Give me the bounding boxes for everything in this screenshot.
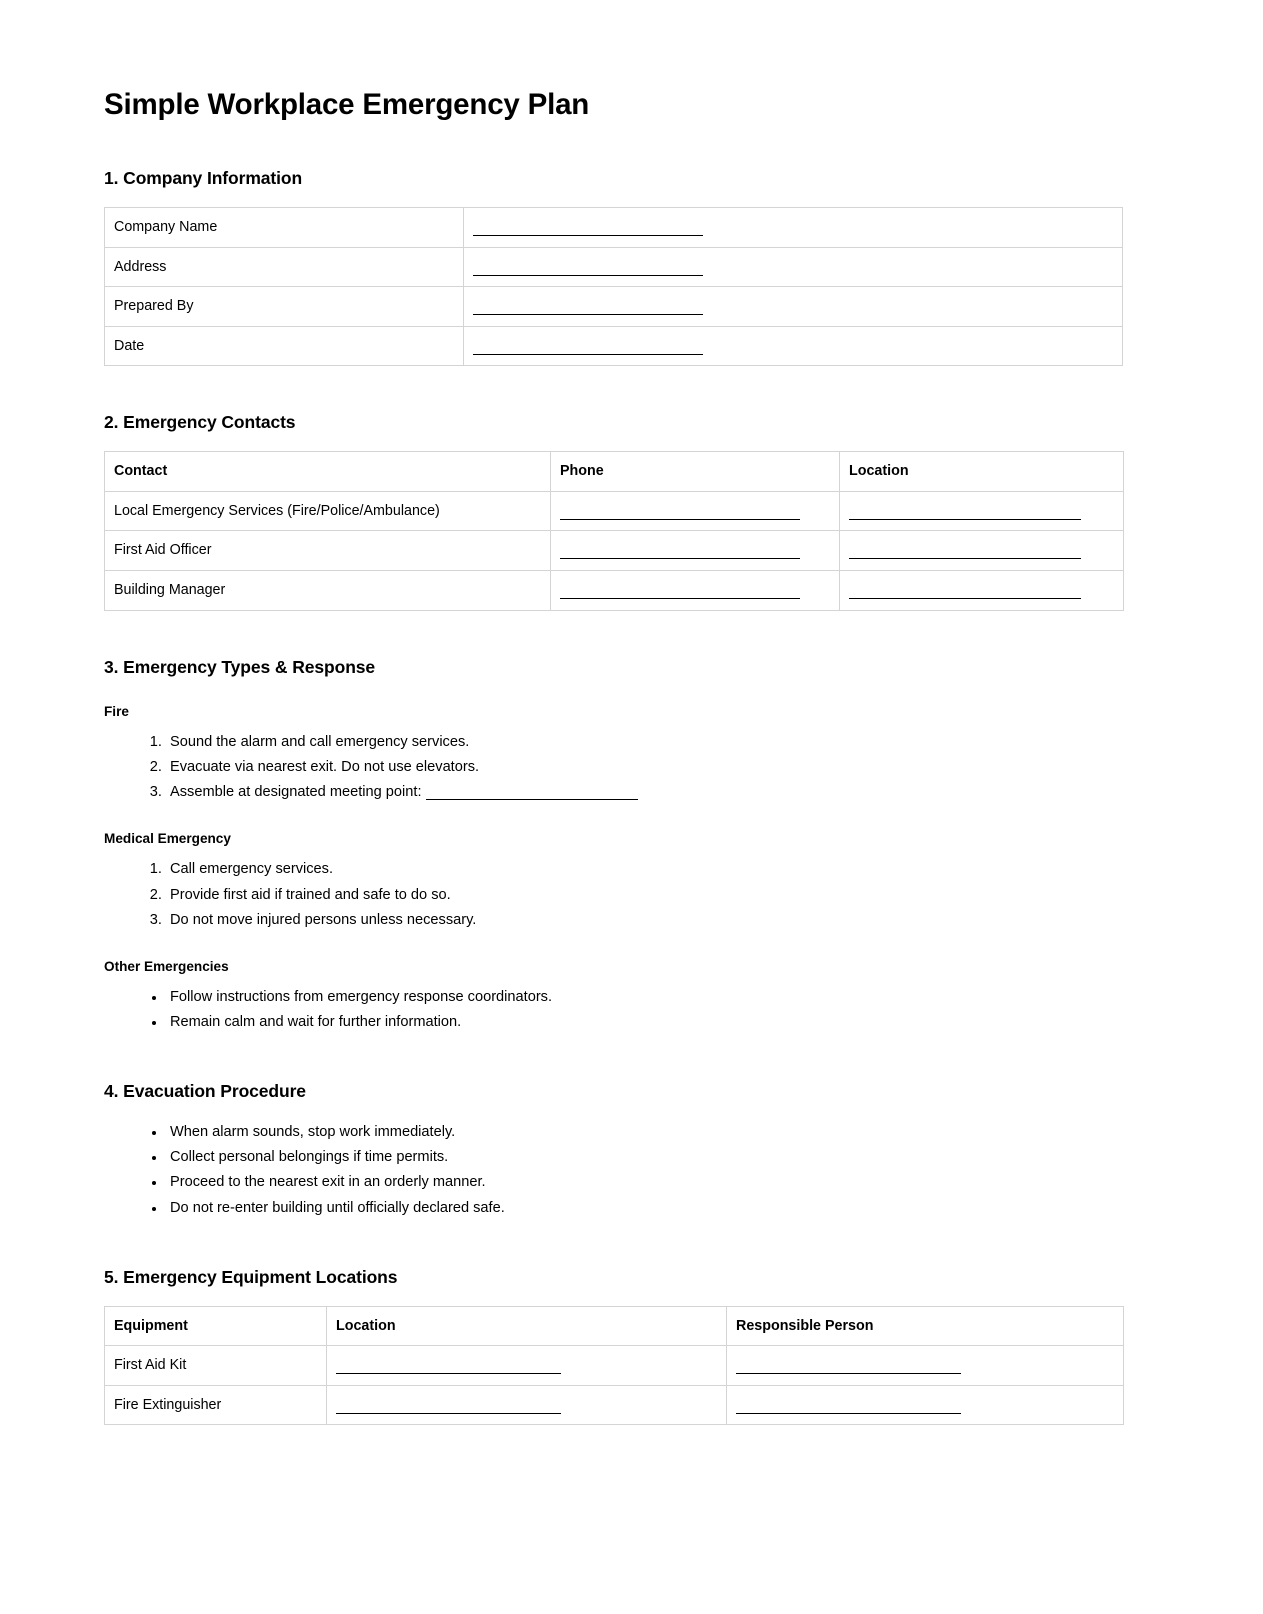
location-column-header: Location [840,452,1124,492]
fill-line [336,1373,561,1374]
equipment-location-field[interactable] [327,1346,727,1386]
list-item-text: Assemble at designated meeting point: [170,784,422,801]
section-emergency-contacts [104,412,1159,610]
fill-line [736,1373,961,1374]
section-4-heading: 4. Evacuation Procedure [104,1081,306,1102]
contact-name: First Aid Officer [105,531,551,571]
fill-line [849,519,1081,520]
equipment-name: Fire Extinguisher [105,1385,327,1425]
emergency-equipment-table [104,1306,1124,1426]
contact-name: Building Manager [105,570,551,610]
contact-location-field[interactable] [840,531,1124,571]
phone-column-header: Phone [551,452,840,492]
fill-line [473,275,703,276]
section-emergency-types-response [104,657,1159,1036]
table-header-row [105,1306,1124,1346]
company-name-field[interactable] [464,207,1123,247]
prepared-by-field[interactable] [464,287,1123,327]
contact-column-header: Contact [105,452,551,492]
fill-line [849,598,1081,599]
list-item: 2. Evacuate via nearest exit. Do not use elevators. [166,755,1159,780]
fire-procedure-list [104,730,1159,805]
company-name-label: Company Name [105,207,464,247]
equipment-responsible-field[interactable] [727,1385,1124,1425]
address-field[interactable] [464,247,1123,287]
table-header-row [105,452,1124,492]
list-item: 1. Call emergency services. [166,857,1159,882]
table-row [105,247,1123,287]
list-item [166,780,1159,805]
section-emergency-equipment-locations [104,1267,1159,1426]
contact-phone-field[interactable] [551,491,840,531]
fill-line [336,1413,561,1414]
fill-line [560,558,800,559]
list-item: • When alarm sounds, stop work immediately. [166,1120,1159,1145]
location-column-header: Location [327,1306,727,1346]
fill-line [849,558,1081,559]
contact-phone-field[interactable] [551,570,840,610]
equipment-column-header: Equipment [105,1306,327,1346]
other-emergencies-list [104,985,1159,1035]
address-label: Address [105,247,464,287]
date-field[interactable] [464,326,1123,366]
table-row [105,287,1123,327]
subheading-medical-emergency: Medical Emergency [104,831,231,847]
table-row [105,1346,1124,1386]
section-5-heading: 5. Emergency Equipment Locations [104,1266,398,1287]
list-item: 2. Provide first aid if trained and safe to do so. [166,883,1159,908]
list-item: • Follow instructions from emergency response coordinators. [166,985,1159,1010]
fill-line [736,1413,961,1414]
fill-line [560,519,800,520]
table-row [105,491,1124,531]
fill-line [473,235,703,236]
contact-location-field[interactable] [840,570,1124,610]
list-item: • Do not re-enter building until officially declared safe. [166,1196,1159,1221]
subheading-other-emergencies: Other Emergencies [104,958,229,974]
table-row [105,326,1123,366]
list-item: • Proceed to the nearest exit in an orderly manner. [166,1170,1159,1195]
subheading-fire: Fire [104,703,129,719]
fill-line [473,314,703,315]
evacuation-procedure-list [104,1120,1159,1220]
contact-name: Local Emergency Services (Fire/Police/Ambulance) [105,491,551,531]
medical-procedure-list [104,857,1159,932]
contact-location-field[interactable] [840,491,1124,531]
responsible-person-column-header: Responsible Person [727,1306,1124,1346]
prepared-by-label: Prepared By [105,287,464,327]
section-1-heading: 1. Company Information [104,167,303,188]
fill-line [560,598,800,599]
list-item: • Collect personal belongings if time permits. [166,1145,1159,1170]
date-label: Date [105,326,464,366]
list-item: 3. Do not move injured persons unless necessary. [166,908,1159,933]
section-evacuation-procedure [104,1081,1159,1220]
page-title: Simple Workplace Emergency Plan [104,88,590,121]
equipment-location-field[interactable] [327,1385,727,1425]
company-information-table [104,207,1123,366]
section-3-heading: 3. Emergency Types & Response [104,656,376,677]
table-row [105,1385,1124,1425]
equipment-name: First Aid Kit [105,1346,327,1386]
emergency-contacts-table [104,451,1124,610]
list-item: 1. Sound the alarm and call emergency services. [166,730,1159,755]
table-row [105,207,1123,247]
section-2-heading: 2. Emergency Contacts [104,412,296,433]
list-item: • Remain calm and wait for further information. [166,1010,1159,1035]
meeting-point-fill-line[interactable] [426,799,638,800]
equipment-responsible-field[interactable] [727,1346,1124,1386]
table-row [105,570,1124,610]
contact-phone-field[interactable] [551,531,840,571]
section-company-information [104,168,1159,366]
fill-line [473,354,703,355]
table-row [105,531,1124,571]
